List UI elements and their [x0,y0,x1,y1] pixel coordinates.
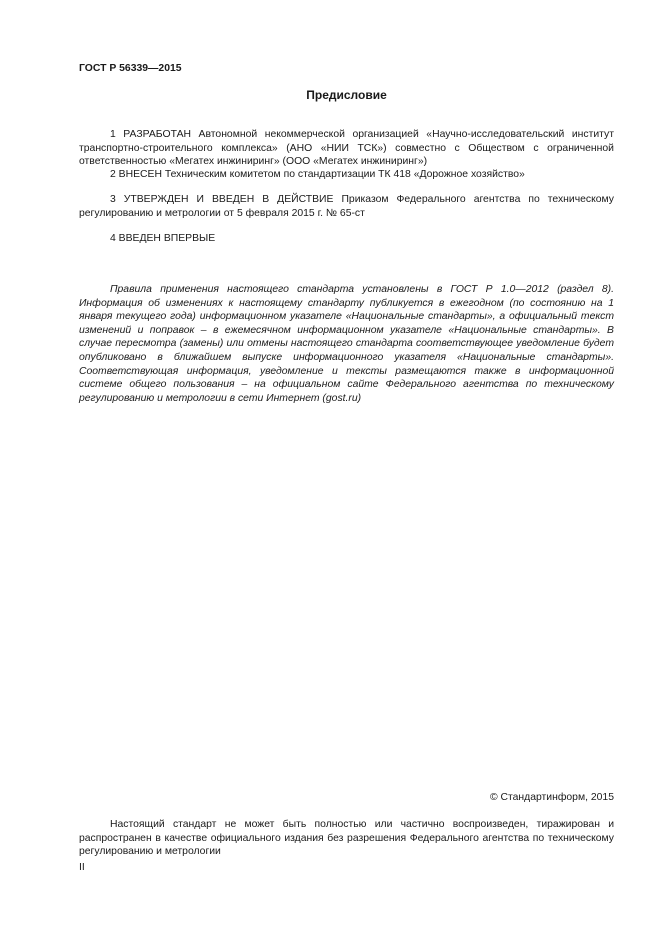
preface-item-introduced: 2 ВНЕСЕН Техническим комитетом по стандартизации ТК 418 «Дорожное хозяйство» [110,169,525,180]
preface-item-first-introduced: 4 ВВЕДЕН ВПЕРВЫЕ [110,233,216,244]
preface-item-approved: 3 УТВЕРЖДЕН И ВВЕДЕН В ДЕЙСТВИЕ Приказом Федерального агентства по техническому регулированию и метрологии от 5 февраля 2015 г. № 65-ст [79,194,614,219]
copyright-line: © Стандартинформ, 2015 [489,792,614,803]
preface-item-developed: 1 РАЗРАБОТАН Автономной некоммерческой организацией «Научно-исследовательский институт транспортно-строительного комплекса» (АНО «НИИ ТСК») совместно с Обществом с ограниченной ответственностью «Мегатех инжиниринг» (ООО «Мегатех инжиниринг») [79,129,614,168]
page-number: II [79,862,85,873]
application-rules-notice: Правила применения настоящего стандарта установлены в ГОСТ Р 1.0—2012 (раздел 8). Информация об изменениях к настоящему стандарту публикуется в ежегодном (по состоянию на 1 января текущего года) информационном указателе «Национальные стандарты», а официальный текст изменений и поправок – в ежемесячном информационном указателе «Национальные стандарты». В случае пересмотра (замены) или отмены настоящего стандарта соответствующее уведомление будет опубликовано в ближайшем выпуске информационного указателя «Национальные стандарты». Соответствующая информация, уведомление и тексты размещаются также в информационной системе общего пользования – на официальном сайте Федерального агентства по техническому регулированию и метрологии в сети Интернет (gost.ru) [79,284,614,404]
preface-title: Предисловие [306,88,387,102]
reproduction-rights-notice: Настоящий стандарт не может быть полностью или частично воспроизведен, тиражирован и распространен в качестве официального издания без разрешения Федерального агентства по техническому регулированию и метрологии [79,819,614,858]
document-code-header: ГОСТ Р 56339—2015 [79,63,182,74]
